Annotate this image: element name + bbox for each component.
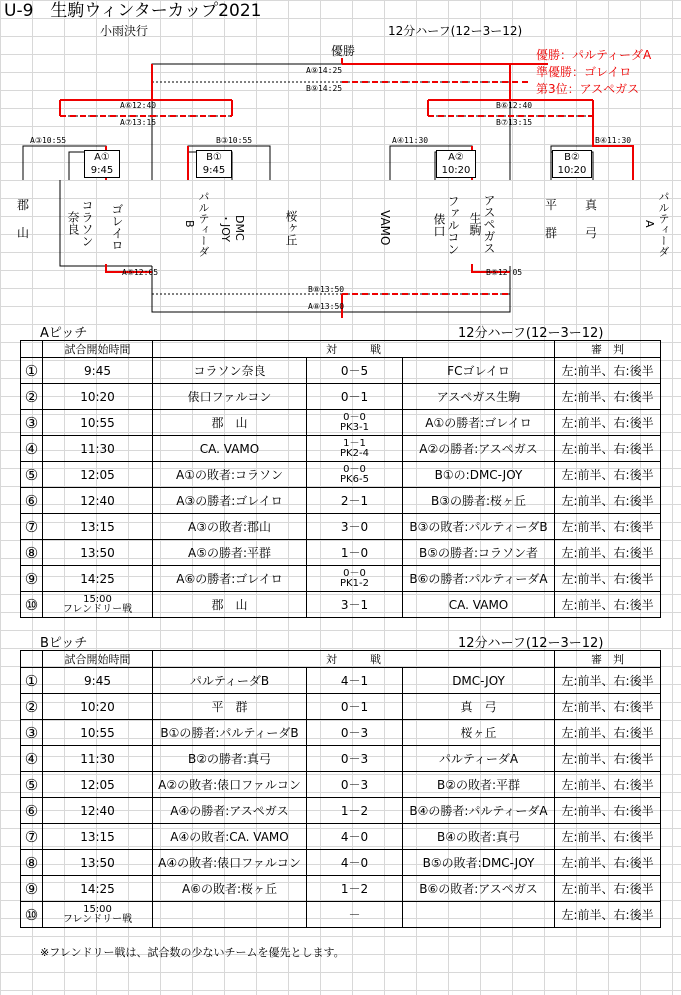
table-row bbox=[21, 850, 661, 876]
label-a4: A④11:30 bbox=[392, 136, 429, 145]
referee-assignment: 左:前半、右:後半 bbox=[555, 488, 661, 514]
header-blank bbox=[21, 341, 43, 358]
match-score bbox=[307, 462, 403, 488]
label-a8: A⑧13:50 bbox=[308, 302, 345, 311]
home-team: 平 群 bbox=[153, 694, 307, 720]
referee-assignment: 左:前半、右:後半 bbox=[555, 462, 661, 488]
match-time: 13:50 bbox=[43, 540, 153, 566]
table-row bbox=[21, 410, 661, 436]
match-time: 10:55 bbox=[43, 410, 153, 436]
header-referee: 審 判 bbox=[555, 341, 661, 358]
match-time: 14:25 bbox=[43, 876, 153, 902]
match-score: 1－2 bbox=[307, 798, 403, 824]
match-time bbox=[43, 592, 153, 618]
away-team: 桜ヶ丘 bbox=[403, 720, 555, 746]
away-team: B⑤の敗者:DMC-JOY bbox=[403, 850, 555, 876]
match-number: ⑤ bbox=[21, 772, 43, 798]
home-team: A⑥の勝者:ゴレイロ bbox=[153, 566, 307, 592]
match-number: ③ bbox=[21, 410, 43, 436]
match-time: 10:20 bbox=[43, 694, 153, 720]
away-team: B⑥の敗者:アスペガス bbox=[403, 876, 555, 902]
referee-assignment: 左:前半、右:後半 bbox=[555, 592, 661, 618]
table-row bbox=[21, 358, 661, 384]
match-time-note: フレンドリー戦 bbox=[62, 603, 133, 615]
home-team: 郡 山 bbox=[153, 410, 307, 436]
table-row bbox=[21, 902, 661, 928]
home-team: 俵口ファルコン bbox=[153, 384, 307, 410]
match-pk-score: PK1-2 bbox=[340, 577, 369, 589]
table-header-row bbox=[21, 341, 661, 358]
match-time: 12:40 bbox=[43, 798, 153, 824]
b-pitch-title: Bピッチ bbox=[40, 636, 88, 651]
home-team: A④の敗者:俵口ファルコン bbox=[153, 850, 307, 876]
match-box-b1: B① 9:45 bbox=[196, 150, 232, 178]
header-match: 対 戦 bbox=[153, 651, 555, 668]
match-score: － bbox=[307, 902, 403, 928]
match-score: 3－1 bbox=[307, 592, 403, 618]
team-partida-b: パルティーダ B bbox=[183, 191, 210, 257]
referee-assignment: 左:前半、右:後半 bbox=[555, 850, 661, 876]
match-time: 11:30 bbox=[43, 746, 153, 772]
match-number: ⑥ bbox=[21, 798, 43, 824]
team-falcon: ファルコン 俵口 bbox=[432, 195, 460, 255]
label-a3: A③10:55 bbox=[30, 136, 67, 145]
match-score bbox=[307, 436, 403, 462]
match-score bbox=[307, 566, 403, 592]
home-team: A⑥の敗者:桜ヶ丘 bbox=[153, 876, 307, 902]
home-team: A④の勝者:アスペガス bbox=[153, 798, 307, 824]
team-goleiro: ゴレイロ bbox=[110, 203, 124, 251]
home-team: A①の敗者:コラソン bbox=[153, 462, 307, 488]
match-number: ① bbox=[21, 358, 43, 384]
home-team: コラソン奈良 bbox=[153, 358, 307, 384]
table-row bbox=[21, 772, 661, 798]
match-time: 9:45 bbox=[43, 668, 153, 694]
label-b4: B④11:30 bbox=[595, 136, 632, 145]
header-match: 対 戦 bbox=[153, 341, 555, 358]
match-number: ⑤ bbox=[21, 462, 43, 488]
table-row bbox=[21, 746, 661, 772]
table-row bbox=[21, 540, 661, 566]
away-team: 真 弓 bbox=[403, 694, 555, 720]
label-b5: B⑤12:05 bbox=[486, 268, 523, 277]
match-score: 4－0 bbox=[307, 824, 403, 850]
referee-assignment: 左:前半、右:後半 bbox=[555, 824, 661, 850]
referee-assignment: 左:前半、右:後半 bbox=[555, 720, 661, 746]
referee-assignment: 左:前半、右:後半 bbox=[555, 902, 661, 928]
home-team: A②の敗者:俵口ファルコン bbox=[153, 772, 307, 798]
result-champion: 優勝：パルティーダA bbox=[536, 48, 652, 62]
match-format: 12分ハーフ(12ー3ー12) bbox=[388, 24, 523, 38]
away-team: B④の敗者:真弓 bbox=[403, 824, 555, 850]
label-a7: A⑦13:15 bbox=[120, 118, 157, 127]
match-score: 4－0 bbox=[307, 850, 403, 876]
match-score-value: 0－0 bbox=[343, 463, 366, 475]
away-team: アスペガス生駒 bbox=[403, 384, 555, 410]
home-team: B①の勝者:パルティーダB bbox=[153, 720, 307, 746]
label-b9: B⑨14:25 bbox=[306, 84, 343, 93]
match-score-value: 0－0 bbox=[343, 411, 366, 423]
away-team: CA. VAMO bbox=[403, 592, 555, 618]
match-score: 2－1 bbox=[307, 488, 403, 514]
match-number: ② bbox=[21, 694, 43, 720]
match-number: ④ bbox=[21, 746, 43, 772]
match-time: 14:25 bbox=[43, 566, 153, 592]
result-runner-up: 準優勝：ゴレイロ bbox=[536, 65, 632, 79]
match-number: ③ bbox=[21, 720, 43, 746]
home-team: CA. VAMO bbox=[153, 436, 307, 462]
label-b6: B⑥12:40 bbox=[496, 101, 533, 110]
team-sakuragaoka: 桜ヶ丘 bbox=[284, 210, 298, 246]
home-team: パルティーダB bbox=[153, 668, 307, 694]
team-koriyama: 郡 山 bbox=[16, 198, 29, 240]
home-team: 郡 山 bbox=[153, 592, 307, 618]
header-time: 試合開始時間 bbox=[43, 651, 153, 668]
footnote: ※フレンドリー戦は、試合数の少ないチームを優先とします。 bbox=[40, 946, 345, 959]
home-team: B②の勝者:真弓 bbox=[153, 746, 307, 772]
label-a6: A⑥12:40 bbox=[120, 101, 157, 110]
away-team bbox=[403, 902, 555, 928]
away-team: A②の勝者:アスペガス bbox=[403, 436, 555, 462]
b-pitch-format: 12分ハーフ(12ー3ー12) bbox=[458, 636, 604, 651]
label-a5: A⑤12:05 bbox=[122, 268, 159, 277]
table-row bbox=[21, 798, 661, 824]
result-third: 第3位：アスペガス bbox=[536, 82, 640, 96]
table-row bbox=[21, 566, 661, 592]
referee-assignment: 左:前半、右:後半 bbox=[555, 746, 661, 772]
match-number: ② bbox=[21, 384, 43, 410]
match-box-b2: B② 10:20 bbox=[552, 150, 592, 178]
match-number: ⑦ bbox=[21, 824, 43, 850]
match-score: 0－3 bbox=[307, 720, 403, 746]
referee-assignment: 左:前半、右:後半 bbox=[555, 436, 661, 462]
header-time: 試合開始時間 bbox=[43, 341, 153, 358]
match-score: 0－3 bbox=[307, 746, 403, 772]
table-header-row bbox=[21, 651, 661, 668]
referee-assignment: 左:前半、右:後半 bbox=[555, 540, 661, 566]
match-number: ⑩ bbox=[21, 592, 43, 618]
match-score: 0－1 bbox=[307, 694, 403, 720]
team-dmc-joy: DMC ・JOY bbox=[219, 213, 246, 243]
table-row bbox=[21, 488, 661, 514]
away-team: A①の勝者:ゴレイロ bbox=[403, 410, 555, 436]
away-team: B⑥の勝者:パルティーダA bbox=[403, 566, 555, 592]
table-row bbox=[21, 514, 661, 540]
label-b7: B⑦13:15 bbox=[496, 118, 533, 127]
match-pk-score: PK6-5 bbox=[340, 473, 369, 485]
a-pitch-schedule-table bbox=[20, 340, 661, 618]
team-corazon: コラソン 奈良 bbox=[66, 199, 94, 247]
away-team: B③の敗者:パルティーダB bbox=[403, 514, 555, 540]
match-score: 0－5 bbox=[307, 358, 403, 384]
away-team: B③の勝者:桜ヶ丘 bbox=[403, 488, 555, 514]
team-mayumi: 真 弓 bbox=[584, 198, 597, 240]
label-a9: A⑨14:25 bbox=[306, 66, 343, 75]
referee-assignment: 左:前半、右:後半 bbox=[555, 694, 661, 720]
referee-assignment: 左:前半、右:後半 bbox=[555, 566, 661, 592]
away-team: B⑤の勝者:コラソン者 bbox=[403, 540, 555, 566]
match-time: 10:20 bbox=[43, 384, 153, 410]
match-box-a1: A① 9:45 bbox=[84, 150, 120, 178]
table-row bbox=[21, 694, 661, 720]
match-time-note: フレンドリー戦 bbox=[62, 913, 133, 925]
table-row bbox=[21, 668, 661, 694]
referee-assignment: 左:前半、右:後半 bbox=[555, 410, 661, 436]
match-number: ⑨ bbox=[21, 876, 43, 902]
table-row bbox=[21, 876, 661, 902]
match-time-value: 15:00 bbox=[83, 903, 112, 915]
team-aspegas: アスペガス 生駒 bbox=[468, 194, 496, 254]
match-time: 13:15 bbox=[43, 824, 153, 850]
match-time: 13:15 bbox=[43, 514, 153, 540]
match-time bbox=[43, 902, 153, 928]
match-time: 13:50 bbox=[43, 850, 153, 876]
match-number: ⑨ bbox=[21, 566, 43, 592]
page-title: U-9 生駒ウィンターカップ2021 bbox=[4, 1, 262, 21]
match-number: ⑧ bbox=[21, 540, 43, 566]
home-team bbox=[153, 902, 307, 928]
a-pitch-title: Aピッチ bbox=[40, 326, 88, 341]
away-team: パルティーダA bbox=[403, 746, 555, 772]
match-number: ⑩ bbox=[21, 902, 43, 928]
match-score-value: 0－0 bbox=[343, 567, 366, 579]
referee-assignment: 左:前半、右:後半 bbox=[555, 358, 661, 384]
referee-assignment: 左:前半、右:後半 bbox=[555, 384, 661, 410]
match-time: 12:05 bbox=[43, 462, 153, 488]
header-referee: 審 判 bbox=[555, 651, 661, 668]
referee-assignment: 左:前半、右:後半 bbox=[555, 668, 661, 694]
match-score: 0－3 bbox=[307, 772, 403, 798]
referee-assignment: 左:前半、右:後半 bbox=[555, 514, 661, 540]
home-team: A③の敗者:郡山 bbox=[153, 514, 307, 540]
away-team: FCゴレイロ bbox=[403, 358, 555, 384]
match-number: ① bbox=[21, 668, 43, 694]
label-b3: B③10:55 bbox=[216, 136, 253, 145]
match-number: ⑦ bbox=[21, 514, 43, 540]
away-team: DMC-JOY bbox=[403, 668, 555, 694]
match-number: ⑧ bbox=[21, 850, 43, 876]
match-score: 0－1 bbox=[307, 384, 403, 410]
match-score bbox=[307, 410, 403, 436]
referee-assignment: 左:前半、右:後半 bbox=[555, 772, 661, 798]
table-row bbox=[21, 436, 661, 462]
header-blank bbox=[21, 651, 43, 668]
referee-assignment: 左:前半、右:後半 bbox=[555, 876, 661, 902]
table-row bbox=[21, 462, 661, 488]
table-row bbox=[21, 592, 661, 618]
match-score: 1－0 bbox=[307, 540, 403, 566]
table-row bbox=[21, 824, 661, 850]
match-time: 12:40 bbox=[43, 488, 153, 514]
table-row bbox=[21, 720, 661, 746]
match-time: 9:45 bbox=[43, 358, 153, 384]
referee-assignment: 左:前半、右:後半 bbox=[555, 798, 661, 824]
b-pitch-schedule-table bbox=[20, 650, 661, 928]
match-score: 1－2 bbox=[307, 876, 403, 902]
match-score: 3－0 bbox=[307, 514, 403, 540]
label-b8: B⑧13:50 bbox=[308, 285, 345, 294]
away-team: B②の敗者:平群 bbox=[403, 772, 555, 798]
home-team: A④の敗者:CA. VAMO bbox=[153, 824, 307, 850]
match-score: 4－1 bbox=[307, 668, 403, 694]
away-team: B④の勝者:パルティーダA bbox=[403, 798, 555, 824]
match-time: 10:55 bbox=[43, 720, 153, 746]
match-time-value: 15:00 bbox=[83, 593, 112, 605]
match-score-value: 1－1 bbox=[343, 437, 366, 449]
team-heguri: 平 群 bbox=[544, 198, 557, 240]
table-row bbox=[21, 384, 661, 410]
team-partida-a: パルティーダ A bbox=[643, 191, 670, 257]
match-number: ④ bbox=[21, 436, 43, 462]
away-team: B①の:DMC-JOY bbox=[403, 462, 555, 488]
match-time: 11:30 bbox=[43, 436, 153, 462]
home-team: A⑤の勝者:平群 bbox=[153, 540, 307, 566]
match-time: 12:05 bbox=[43, 772, 153, 798]
subtitle: 小雨決行 bbox=[100, 24, 149, 38]
match-box-a2: A② 10:20 bbox=[436, 150, 476, 178]
match-number: ⑥ bbox=[21, 488, 43, 514]
home-team: A③の勝者:ゴレイロ bbox=[153, 488, 307, 514]
a-pitch-format: 12分ハーフ(12ー3ー12) bbox=[458, 326, 604, 341]
team-vamo: VAMO bbox=[378, 210, 392, 246]
champion-label: 優勝 bbox=[331, 44, 356, 58]
match-pk-score: PK3-1 bbox=[340, 421, 369, 433]
match-pk-score: PK2-4 bbox=[340, 447, 369, 459]
